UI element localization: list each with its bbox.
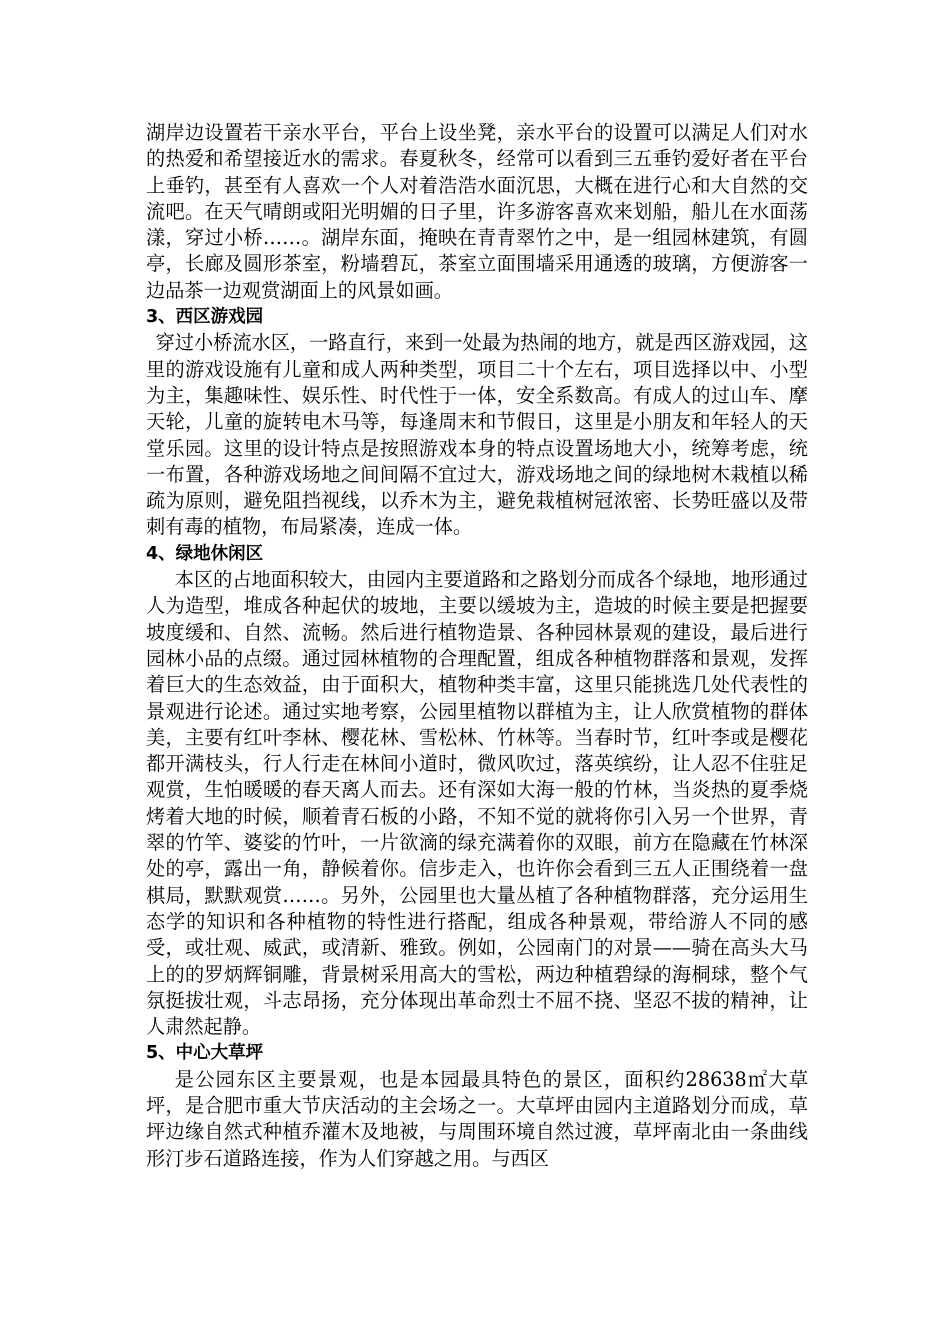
heading-green-leisure: 4、绿地休闲区 xyxy=(146,543,264,564)
paragraph-west-playground: 穿过小桥流水区，一路直行，来到一处最为热闹的地方，就是西区游戏园，这里的游戏设施有儿童和成人两种类型，项目二十个左右，项目选择以中、小型为主，集趣味性、娱乐性、时代性于一体，安全系数高。有成人的过山车、摩天轮，儿童的旋转电木马等，每逢周末和节假日，这里是小朋友和年轻人的天堂乐园。这里的设计特点是按照游戏本身的特点设置场地大小，统筹考虑，统一布置，各种游戏场地之间间隔不宜过大，游戏场地之间的绿地树木栽植以稀疏为原则，避免阻挡视线，以乔木为主，避免栽植树冠浓密、长势旺盛以及带刺有毒的植物，布局紧凑，连成一体。 xyxy=(146,331,808,539)
paragraph-lakeside: 湖岸边设置若干亲水平台，平台上设坐凳，亲水平台的设置可以满足人们对水的热爱和希望接近水的需求。春夏秋冬，经常可以看到三五垂钓爱好者在平台上垂钓，甚至有人喜欢一个人对着浩浩水面沉思，大概在进行心和大自然的交流吧。在天气晴朗或阳光明媚的日子里，许多游客喜欢来划船，船儿在水面荡漾，穿过小桥……。湖岸东面，掩映在青青翠竹之中，是一组园林建筑，有圆亭，长廊及圆形茶室，粉墙碧瓦，茶室立面围墙采用通透的玻璃，方便游客一边品茶一边观赏湖面上的风景如画。 xyxy=(146,121,808,302)
heading-central-lawn: 5、中心大草坪 xyxy=(146,1043,264,1064)
heading-west-playground: 3、西区游戏园 xyxy=(146,307,264,328)
paragraph-central-lawn: 是公园东区主要景观，也是本园最具特色的景区，面积约28638㎡大草坪，是合肥市重大节庆活动的主会场之一。大草坪由园内主道路划分而成，草坪边缘自然式种植乔灌木及地被，与周围环境自然过渡，草坪南北由一条曲线形汀步石道路连接，作为人们穿越之用。与西区 xyxy=(146,1067,808,1170)
document-body xyxy=(146,120,808,1172)
paragraph-green-leisure: 本区的占地面积较大，由园内主要道路和之路划分而成各个绿地，地形通过人为造型，堆成各种起伏的坡地，主要以缓坡为主，造坡的时候主要是把握要坡度缓和、自然、流畅。然后进行植物造景、各种园林景观的建设，最后进行园林小品的点缀。通过园林植物的合理配置，组成各种植物群落和景观，发挥着巨大的生态效益，由于面积大，植物种类丰富，这里只能挑选几处代表性的景观进行论述。通过实地考察，公园里植物以群植为主，让人欣赏植物的群体美，主要有红叶李林、樱花林、雪松林、竹林等。当春时节，红叶李或是樱花都开满枝头，行人行走在林间小道时，微风吹过，落英缤纷，让人忍不住驻足观赏，生怕暖暖的春天离人而去。还有深如大海一般的竹林，当炎热的夏季烧烤着大地的时候，顺着青石板的小路，不知不觉的就将你引入另一个世界，青翠的竹竿、婆娑的竹叶，一片欲滴的绿充满着你的双眼，前方在隐藏在竹林深处的亭，露出一角，静候着你。信步走入，也许你会看到三五人正围绕着一盘棋局，默默观赏……。另外，公园里也大量丛植了各种植物群落，充分运用生态学的知识和各种植物的特性进行搭配，组成各种景观，带给游人不同的感受，或壮观、威武，或清新、雅致。例如，公园南门的对景——骑在高头大马上的的罗炳辉铜雕，背景树采用高大的雪松，两边种植碧绿的海桐球，整个气氛挺拔壮观，斗志昂扬，充分体现出革命烈士不屈不挠、坚忍不拔的精神，让人肃然起静。 xyxy=(146,568,808,1039)
